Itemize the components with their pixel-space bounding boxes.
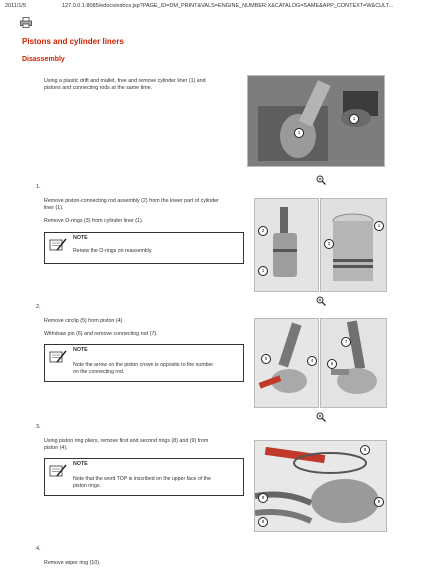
note-text: Renew the O-rings on reassembly. bbox=[73, 248, 153, 254]
intro-photo bbox=[247, 75, 385, 167]
note-line: on the connecting rod. bbox=[73, 368, 125, 375]
step-number: 4. bbox=[36, 546, 41, 552]
callout-9: 9 bbox=[258, 517, 268, 527]
step-line: Remove piston-connecting rod assembly (2) from the lower part of cylinder bbox=[44, 198, 219, 204]
callout-3: 3 bbox=[324, 239, 334, 249]
note-label: NOTE bbox=[73, 235, 88, 241]
callout-1: 1 bbox=[294, 128, 304, 138]
step-line: Remove O-rings (3) from cylinder liner (1). bbox=[44, 218, 144, 224]
callout-6: 6 bbox=[327, 359, 337, 369]
callout-7: 7 bbox=[341, 337, 351, 347]
note-text bbox=[73, 476, 211, 489]
step-number: 2. bbox=[36, 304, 41, 310]
step-line: Remove circlip (5) from piston (4). bbox=[44, 318, 124, 324]
note-pencil-icon bbox=[49, 464, 67, 478]
note-box bbox=[44, 458, 244, 496]
step-text bbox=[44, 318, 158, 338]
step-line: Using piston ring pliers, remove first and second rings (8) and (9) from bbox=[44, 438, 209, 444]
zoom-icon[interactable] bbox=[316, 296, 326, 306]
callout-1: 1 bbox=[258, 266, 268, 276]
step-line: liner (1). bbox=[44, 205, 64, 211]
note-text bbox=[73, 362, 213, 375]
step1-photo-left bbox=[254, 198, 319, 292]
callout-8: 8 bbox=[360, 445, 370, 455]
zoom-icon[interactable] bbox=[316, 412, 326, 422]
note-pencil-icon bbox=[49, 238, 67, 252]
callout-1: 1 bbox=[374, 221, 384, 231]
callout-8: 8 bbox=[258, 493, 268, 503]
print-icon[interactable] bbox=[20, 17, 32, 28]
section-subtitle: Disassembly bbox=[22, 56, 65, 63]
print-url: 127.0.0.1:8085/edocs/edocs.jsp?PAGE_ID=DM_PRINT&VALS=ENGINE_NUMBER:X&CATALOG=SAME&APP_CONTEXT=W&CULT... bbox=[62, 3, 394, 9]
step3-photo bbox=[254, 440, 387, 532]
note-label: NOTE bbox=[73, 461, 88, 467]
callout-5: 5 bbox=[261, 354, 271, 364]
step-text bbox=[44, 198, 219, 225]
intro-line: Using a plastic drift and mallet, free and remove cylinder liner (1) and bbox=[44, 78, 206, 84]
step2-photo-left bbox=[254, 318, 319, 408]
step-line: Withdraw pin (6) and remove connecting rod (7). bbox=[44, 331, 158, 337]
note-line: Note the arrow on the piston crown is opposite to the number bbox=[73, 362, 214, 368]
note-box bbox=[44, 232, 244, 264]
step-line: piston (4). bbox=[44, 445, 68, 451]
note-line: Note that the word TOP is inscribed on the upper face of the bbox=[73, 476, 211, 482]
print-date: 2011/1/5 bbox=[5, 3, 27, 9]
note-line: piston rings. bbox=[73, 482, 101, 489]
step-text bbox=[44, 438, 208, 452]
step-number: 1. bbox=[36, 184, 41, 190]
step-text bbox=[44, 560, 101, 567]
intro-line: pistons and connecting rods at the same time. bbox=[44, 85, 153, 91]
callout-9: 9 bbox=[374, 497, 384, 507]
note-pencil-icon bbox=[49, 350, 67, 364]
note-label: NOTE bbox=[73, 347, 88, 353]
callout-4: 4 bbox=[307, 356, 317, 366]
callout-2: 2 bbox=[258, 226, 268, 236]
step-line: Remove wiper ring (10). bbox=[44, 560, 101, 566]
step-number: 3. bbox=[36, 424, 41, 430]
step1-photo-right bbox=[320, 198, 387, 292]
callout-1: 1 bbox=[349, 114, 359, 124]
intro-text bbox=[44, 78, 206, 92]
page-title: Pistons and cylinder liners bbox=[22, 37, 124, 46]
zoom-icon[interactable] bbox=[316, 175, 326, 185]
note-box bbox=[44, 344, 244, 382]
step2-photo-right bbox=[320, 318, 387, 408]
